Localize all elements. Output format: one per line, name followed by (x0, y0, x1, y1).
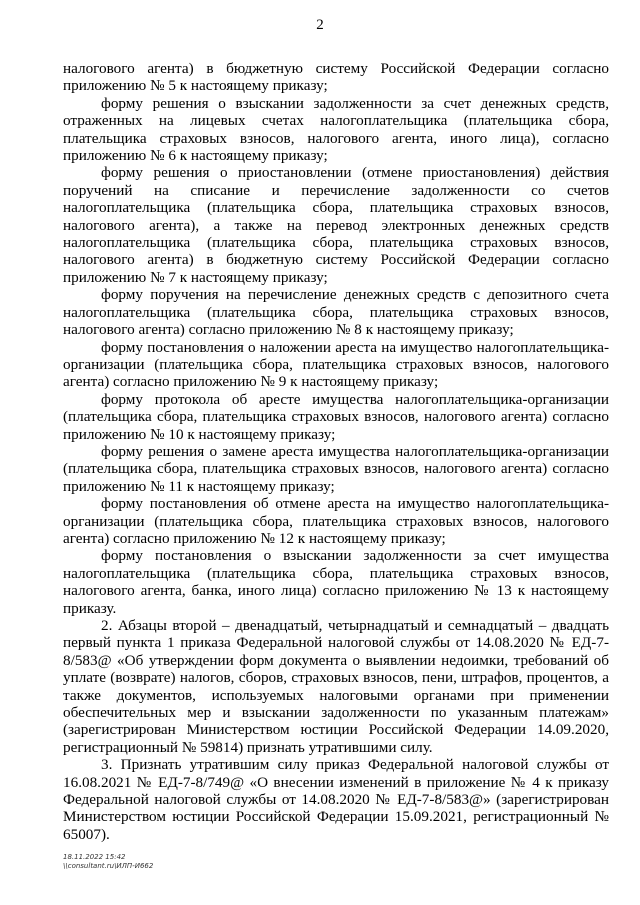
print-stamp (63, 853, 153, 871)
paragraph-item-2: 2. Абзацы второй – двенадцатый, четырнадцатый и семнадцатый – двадцать первый пункта 1 приказа Федеральной налоговой службы от 14.08.2020 № ЕД-7-8/583@ «Об утверждении форм документа о выявлении недоимки, требований об уплате (возврате) налогов, сборов, страховых взносов, пени, штрафов, процентов, а также документов, используемых налоговыми органами при применении обеспечительных мер и взыскании задолженности по указанным платежам» (зарегистрирован Министерством юстиции Российской Федерации 14.09.2020, регистрационный № 59814) признать утратившими силу. (63, 617, 609, 756)
paragraph-form-11: форму решения о замене ареста имущества налогоплательщика-организации (плательщика сбора, плательщика страховых взносов, налогового агента) согласно приложению № 11 к настоящему приказу; (63, 442, 609, 495)
paragraph-form-6: форму решения о взыскании задолженности за счет денежных средств, отраженных на лицевых счетах налогоплательщика (плательщика сбора, плательщика страховых взносов, налогового агента, иного лица), согласно приложению № 6 к настоящему приказу; (63, 94, 609, 165)
paragraph-continuation: налогового агента) в бюджетную систему Российской Федерации согласно приложению № 5 к настоящему приказу; (63, 60, 609, 95)
stamp-path: \\consultant.ru\ИЛП-И662 (63, 862, 154, 870)
document-body (63, 60, 609, 843)
paragraph-form-8: форму поручения на перечисление денежных средств с депозитного счета налогоплательщика (плательщика сбора, плательщика страховых взносов, налогового агента) согласно приложению № 8 к настоящему приказу; (63, 286, 609, 339)
paragraph-form-12: форму постановления об отмене ареста на имущество налогоплательщика-организации (плательщика сбора, плательщика страховых взносов, налогового агента) согласно приложению № 12 к настоящему приказу; (63, 495, 609, 547)
paragraph-form-10: форму протокола об аресте имущества налогоплательщика-организации (плательщика сбора, плательщика страховых взносов, налогового агента) согласно приложению № 10 к настоящему приказу; (63, 390, 609, 443)
page-number: 2 (316, 17, 324, 33)
paragraph-form-13: форму постановления о взыскании задолженности за счет имущества налогоплательщика (плательщика сбора, плательщика страховых взносов, налогового агента, банка, иного лица) согласно приложению № 13 к настоящему приказу. (63, 547, 609, 617)
stamp-datetime: 18.11.2022 15:42 (63, 853, 126, 861)
paragraph-item-3: 3. Признать утратившим силу приказ Федеральной налоговой службы от 16.08.2021 № ЕД-7-8/749@ «О внесении изменений в приложение № 4 к приказу Федеральной налоговой службы от 14.08.2020 № ЕД-7-8/583@» (зарегистрирован Министерством юстиции Российской Федерации 15.09.2021, регистрационный № 65007). (63, 756, 609, 843)
paragraph-form-7: форму решения о приостановлении (отмене приостановления) действия поручений на списание и перечисление задолженности со счетов налогоплательщика (плательщика сбора, плательщика страховых взносов, налогового агента), а также на перевод электронных денежных средств налогоплательщика (плательщика сбора, плательщика страховых взносов, налогового агента) в бюджетную систему Российской Федерации согласно приложению № 7 к настоящему приказу; (63, 164, 609, 286)
paragraph-form-9: форму постановления о наложении ареста на имущество налогоплательщика-организации (плательщика сбора, плательщика страховых взносов, налогового агента) согласно приложению № 9 к настоящему приказу; (63, 338, 609, 391)
